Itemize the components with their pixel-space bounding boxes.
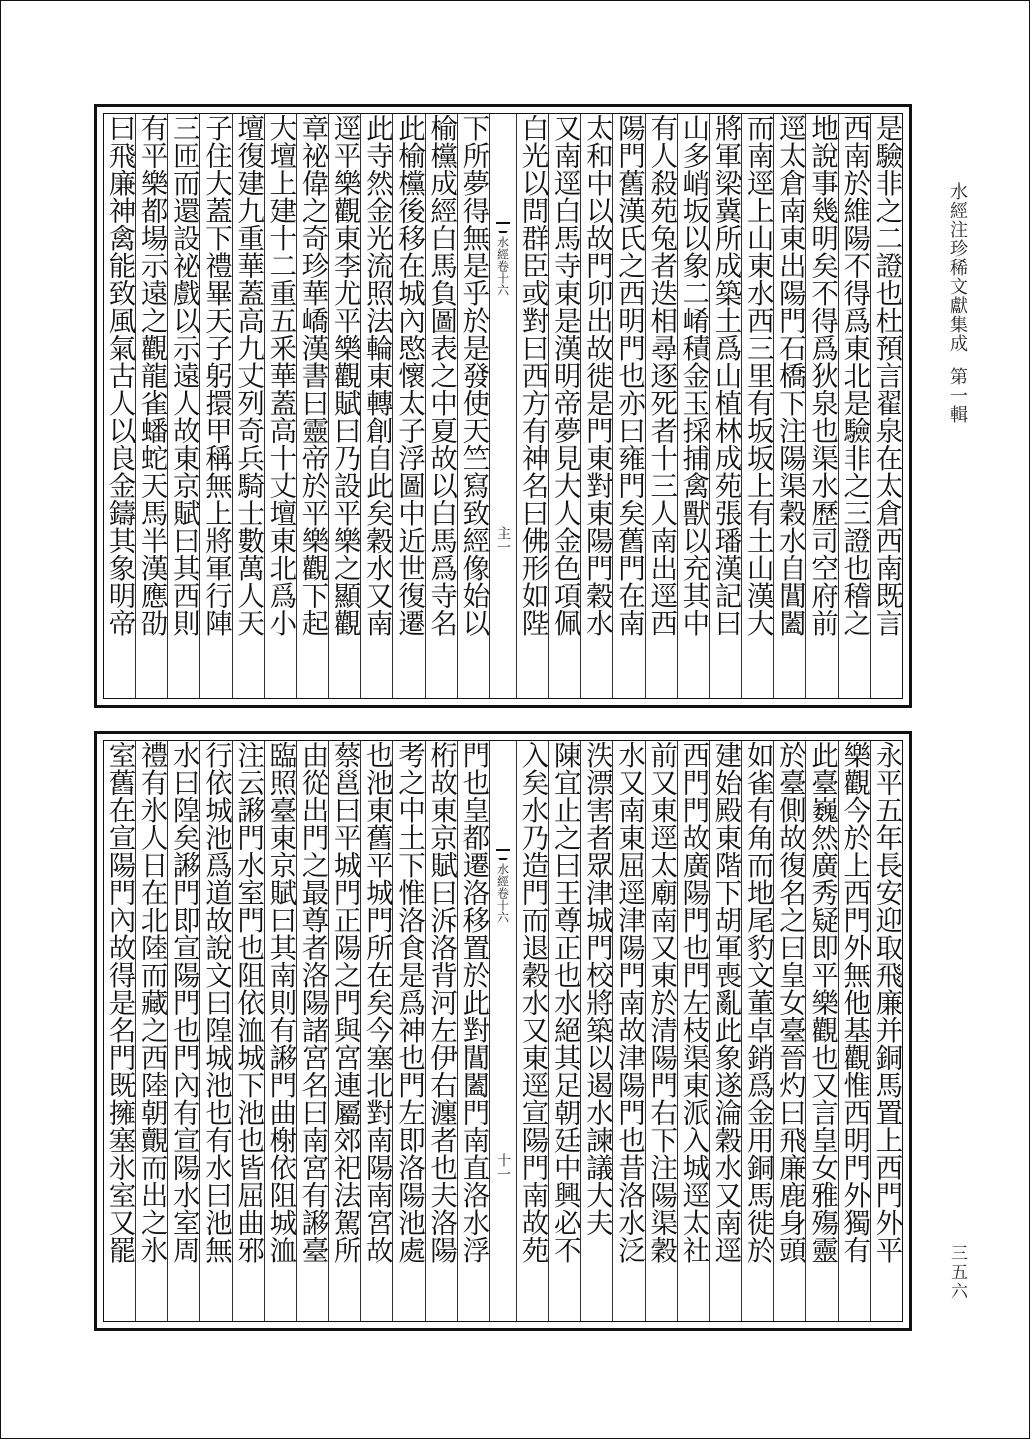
column-text: 又南逕白馬寺東是漢明帝夢見大人金色項佩 (548, 114, 581, 637)
column-text: 大壇上建十二重五釆華蓋高十丈壇東北爲小 (264, 114, 296, 637)
column-text: 章祕偉之奇珍華嶠漢書曰靈帝於平樂觀下起 (296, 114, 329, 637)
column-text: 白光以問群臣或對曰西方有神名曰佛形如陛 (516, 114, 549, 637)
text-column (773, 741, 805, 1321)
column-text: 三匝而還設祕戲以示遠人故東京賦曰其西則 (167, 114, 200, 637)
text-column (805, 114, 837, 698)
column-text: 室舊在宣陽門內故得是名門既擁塞氷室又罷 (103, 741, 136, 1264)
column-text: 行依城池爲道故說文曰隍城池也有水曰池無 (199, 741, 232, 1264)
fish-tail-mark-icon (496, 222, 510, 234)
column-text: 永平五年長安迎取飛廉并銅馬置上西門外平 (870, 741, 902, 1264)
column-text: 陽門舊漢氏之西明門也亦曰雍門矣舊門在南 (613, 114, 645, 637)
fold-center-column (489, 741, 516, 1321)
text-column (838, 114, 870, 698)
top-text-frame (103, 113, 903, 699)
column-text: 此榆欓後移在城內愍懷太子浮圖中近世復遷 (393, 114, 425, 637)
column-text: 下所夢得無是乎於是發使天竺寫致經像始以 (457, 114, 489, 637)
text-column (167, 114, 199, 698)
top-woodblock-page (94, 104, 912, 708)
text-column (516, 741, 548, 1321)
text-column (548, 741, 580, 1321)
column-text: 而南逕上山東水西三里有坂坂上有土山漢大 (741, 114, 774, 637)
text-column (741, 741, 773, 1321)
volume-title: 第一輯 (947, 367, 968, 424)
text-column (167, 741, 199, 1321)
bottom-woodblock-page (94, 731, 912, 1331)
column-text: 壇復建九重華蓋高九丈列奇兵騎士數萬人天 (232, 114, 264, 637)
fish-tail-mark-icon (496, 849, 510, 861)
text-column (232, 114, 264, 698)
text-column (328, 114, 360, 698)
column-text: 將軍梁冀所成築土爲山植林成苑張璠漢記曰 (709, 114, 742, 637)
column-text: 水曰隍矣謻門即宣陽門也門內有宣陽水室周 (167, 741, 200, 1264)
text-column (296, 114, 328, 698)
text-column (870, 114, 902, 698)
column-text: 有人殺苑兔者迭相尋逐死者十三人南出逕西 (645, 114, 677, 637)
text-column (612, 114, 644, 698)
text-column (580, 741, 612, 1321)
text-column (104, 114, 135, 698)
column-text: 此臺巍然廣秀疑即平樂觀也又言皇女雅殤靈 (806, 741, 838, 1264)
column-text: 逕太倉南東出陽門石橋下注陽渠穀水自閶闔 (773, 114, 806, 637)
text-column (296, 741, 328, 1321)
fold-center-column (489, 114, 516, 698)
center-juan-label: 水經卷十六 (495, 863, 510, 923)
column-text: 水又南東屈逕津陽門南故津陽門也昔洛水泛 (613, 741, 645, 1264)
column-text: 蔡邕曰平城門正陽之門與宮連屬郊祀法駕所 (328, 741, 361, 1264)
column-text: 有平樂都場示遠之觀龍雀蟠蛇天馬半漢應劭 (135, 114, 168, 637)
column-text: 臨照臺東京賦曰其南則有謻門曲榭依阻城洫 (264, 741, 296, 1264)
center-folio-number: 主一 (494, 526, 511, 554)
text-column (677, 741, 709, 1321)
text-column (709, 741, 741, 1321)
column-text: 注云謻門水室門也阻依洫城下池也皆屈曲邪 (232, 741, 264, 1264)
column-text: 是驗非之二證也杜預言翟泉在太倉西南既言 (870, 114, 902, 637)
column-text: 曰飛廉神禽能致風氣古人以良金鑄其象明帝 (103, 114, 136, 637)
column-text: 此寺然金光流照法輪東轉創自此矣穀水又南 (360, 114, 393, 637)
center-folio-number: 十一 (494, 1153, 511, 1181)
text-column (328, 741, 360, 1321)
text-column (677, 114, 709, 698)
text-column (392, 741, 424, 1321)
column-text: 如雀有角而地尾豹文董卓銷爲金用銅馬徙於 (741, 741, 774, 1264)
text-column (805, 741, 837, 1321)
text-column (425, 741, 457, 1321)
column-text: 樂觀今於上西門外無他基觀惟西明門外獨有 (838, 741, 870, 1264)
column-text: 榆欓成經白馬負圖表之中夏故以白馬爲寺名 (425, 114, 457, 637)
text-column (360, 741, 392, 1321)
text-column (741, 114, 773, 698)
text-column (457, 741, 489, 1321)
running-title (944, 182, 970, 424)
text-column (264, 741, 296, 1321)
column-text: 考之中土下惟洛食是爲神也門左即洛陽池處 (393, 741, 425, 1264)
text-column (516, 114, 548, 698)
text-column (548, 114, 580, 698)
column-text: 桁故東京賦曰泝洛背河左伊右瀍者也夫洛陽 (425, 741, 457, 1264)
column-text: 地說事幾明矣不得爲狄泉也渠水歷司空府前 (806, 114, 838, 637)
column-text: 西門門故廣陽門也門左枝渠東派入城逕太社 (677, 741, 709, 1264)
column-text: 前又東逕太廟南又東於清陽門右下注陽渠穀 (645, 741, 677, 1264)
text-column (135, 741, 167, 1321)
column-text: 禮有氷人日在北陸而藏之西陸朝覿而出之氷 (135, 741, 168, 1264)
page-number: 三五六 (947, 1244, 967, 1301)
text-column (645, 114, 677, 698)
text-column (392, 114, 424, 698)
column-text: 也池東舊平城門所在矣今塞北對南陽南宮故 (360, 741, 393, 1264)
book-title: 水經注珍稀文獻集成 (947, 182, 968, 353)
text-column (645, 741, 677, 1321)
text-column (199, 114, 231, 698)
column-text: 陳宜止之曰王尊正也水絕其足朝廷中興必不 (548, 741, 581, 1264)
column-text: 建始殿東階下胡軍喪亂此象遂淪穀水又南逕 (709, 741, 742, 1264)
text-column (425, 114, 457, 698)
text-column (612, 741, 644, 1321)
text-column (360, 114, 392, 698)
text-column (580, 114, 612, 698)
text-column (135, 114, 167, 698)
text-column (264, 114, 296, 698)
column-text: 逕平樂觀東李尤平樂觀賦曰乃設平樂之顯觀 (328, 114, 361, 637)
center-juan-label: 水經卷十六 (495, 236, 510, 296)
text-column (773, 114, 805, 698)
text-column (199, 741, 231, 1321)
text-column (709, 114, 741, 698)
column-text: 於臺側故復名之曰皇女臺晉灼曰飛廉鹿身頭 (773, 741, 806, 1264)
column-text: 山多峭坂以象二崤積金玉採捕禽獸以充其中 (677, 114, 709, 637)
text-column (457, 114, 489, 698)
column-text: 門也皇都遷洛移置於此對閶闔門南直洛水浮 (457, 741, 489, 1264)
text-column (232, 741, 264, 1321)
column-text: 西南於維陽不得爲東北是驗非之三證也稽之 (838, 114, 870, 637)
text-column (838, 741, 870, 1321)
column-text: 泆漂害者眾津城門校將築以遏水諫議大夫 (580, 741, 613, 1236)
text-column (104, 741, 135, 1321)
text-column (870, 741, 902, 1321)
column-text: 由從出門之最尊者洛陽諸宮名曰南宮有謻臺 (296, 741, 329, 1264)
column-text: 子住大蓋下禮畢天子躬擐甲稱無上將軍行陣 (199, 114, 232, 637)
bottom-text-frame (103, 740, 903, 1322)
column-text: 太和中以故門卯出故徙是門東對東陽門穀水 (580, 114, 613, 637)
column-text: 入矣水乃造門而退穀水又東逕宣陽門南故苑 (516, 741, 549, 1264)
